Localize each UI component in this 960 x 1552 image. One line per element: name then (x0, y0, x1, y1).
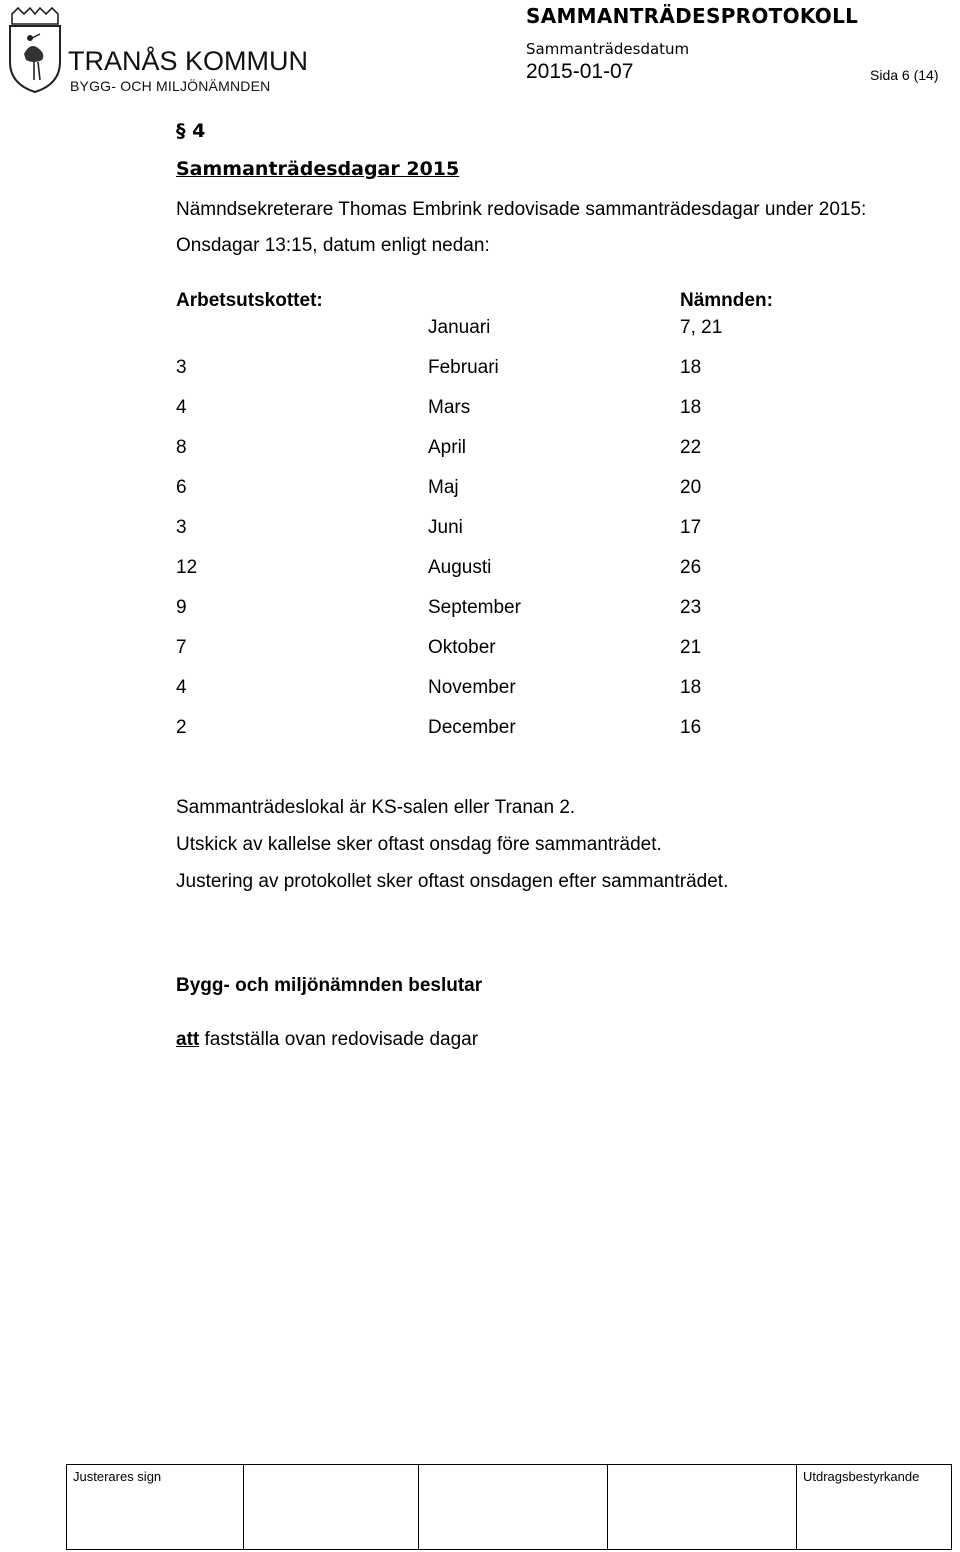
decision-att: att (176, 1029, 200, 1050)
protocol-title: SAMMANTRÄDESPROTOKOLL (526, 4, 859, 28)
schedule-board-dates: 16 (680, 717, 702, 738)
decision-heading: Bygg- och miljönämnden beslutar (176, 975, 483, 996)
schedule-month: November (428, 677, 516, 698)
justerares-sign-label: Justerares sign (73, 1469, 162, 1484)
schedule-board-dates: 7, 21 (680, 317, 723, 338)
meeting-date-label: Sammanträdesdatum (526, 40, 690, 58)
schedule-month: September (428, 597, 521, 618)
schedule-board-dates: 23 (680, 597, 702, 618)
page-number: Sida 6 (14) (870, 67, 939, 83)
decision-text (176, 1029, 478, 1051)
schedule-au-date: 7 (176, 637, 187, 658)
schedule-month: Juni (428, 517, 463, 538)
meeting-date-value: 2015-01-07 (526, 60, 634, 83)
schedule-board-dates: 18 (680, 357, 702, 378)
decision-body: fastställa ovan redovisade dagar (199, 1029, 479, 1050)
schedule-board-dates: 20 (680, 477, 702, 498)
justerares-sign-cell (67, 1465, 244, 1550)
schedule-au-date: 4 (176, 677, 187, 698)
intro-text: Nämndsekreterare Thomas Embrink redovisade sammanträdesdagar under 2015: (176, 199, 867, 220)
signature-cell (608, 1465, 797, 1550)
schedule-au-date: 3 (176, 357, 187, 378)
schedule-au-date: 12 (176, 557, 198, 578)
paragraph-number: § 4 (176, 120, 206, 142)
schedule-month: Augusti (428, 557, 492, 578)
meeting-location-note: Sammanträdeslokal är KS-salen eller Tranan 2. (176, 797, 576, 818)
schedule-board-dates: 18 (680, 677, 702, 698)
schedule-board-dates: 21 (680, 637, 702, 658)
schedule-board-dates: 17 (680, 517, 702, 538)
section-title: Sammanträdesdagar 2015 (176, 158, 460, 180)
schedule-au-date: 9 (176, 597, 187, 618)
schedule-month: April (428, 437, 467, 458)
schedule-month: Februari (428, 357, 499, 378)
schedule-month: Oktober (428, 637, 496, 658)
schedule-au-date: 2 (176, 717, 187, 738)
organization-name: TRANÅS KOMMUN (68, 46, 309, 76)
minutes-adjustment-note: Justering av protokollet sker oftast onsdagen efter sammanträdet. (176, 871, 729, 892)
column-header-namnden: Nämnden: (680, 290, 773, 311)
schedule-month: Maj (428, 477, 459, 498)
organization-subtitle: BYGG- OCH MILJÖNÄMNDEN (70, 78, 271, 94)
schedule-month: Mars (428, 397, 471, 418)
signature-cell (419, 1465, 608, 1550)
column-header-arbetsutskottet: Arbetsutskottet: (176, 290, 323, 311)
schedule-month: December (428, 717, 516, 738)
intro-text-time: Onsdagar 13:15, datum enligt nedan: (176, 235, 490, 256)
utdragsbestyrkande-cell (797, 1465, 952, 1550)
signature-cell (244, 1465, 419, 1550)
schedule-au-date: 8 (176, 437, 187, 458)
schedule-board-dates: 26 (680, 557, 702, 578)
schedule-au-date: 6 (176, 477, 187, 498)
schedule-au-date: 3 (176, 517, 187, 538)
schedule-board-dates: 22 (680, 437, 702, 458)
municipality-crest-logo (4, 4, 66, 94)
schedule-board-dates: 18 (680, 397, 702, 418)
utdragsbestyrkande-label: Utdragsbestyrkande (803, 1469, 920, 1484)
notice-dispatch-note: Utskick av kallelse sker oftast onsdag före sammanträdet. (176, 834, 662, 855)
signature-footer-table (66, 1464, 952, 1550)
schedule-au-date: 4 (176, 397, 187, 418)
schedule-month: Januari (428, 317, 491, 338)
